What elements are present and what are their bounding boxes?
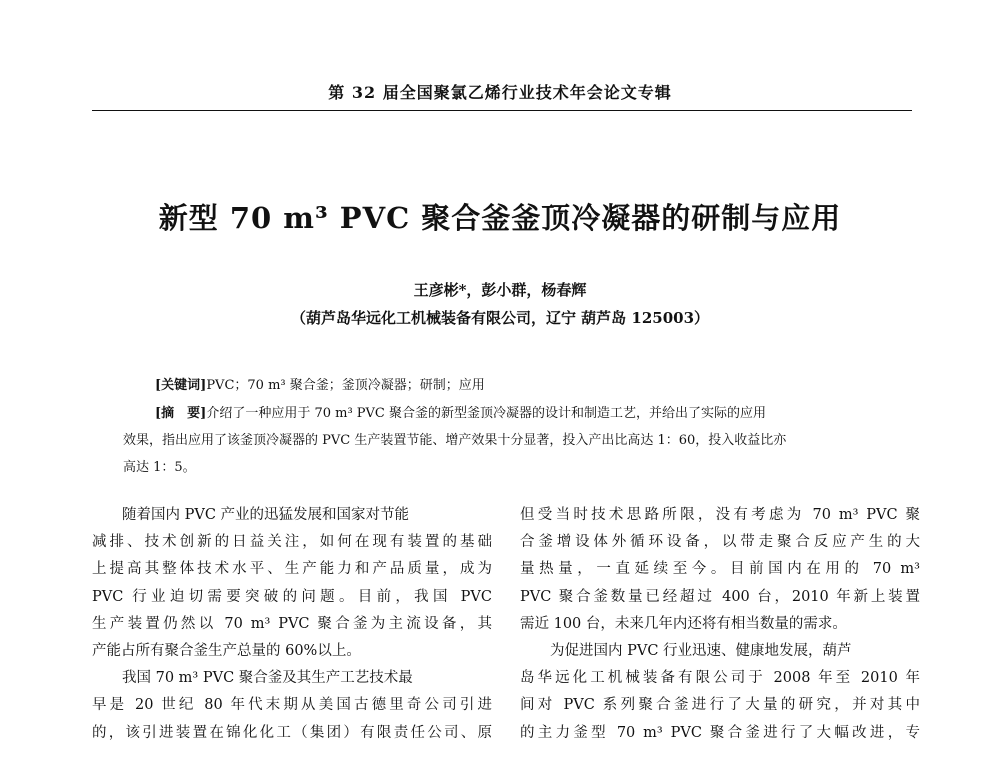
body-line: 为促进国内 PVC 行业迅速、健康地发展，葫芦: [550, 642, 852, 659]
body-line: 生产装置仍然以 70 m³ PVC 聚合釜为主流设备，其: [92, 615, 492, 632]
body-line: 但受当时技术思路所限，没有考虑为 70 m³ PVC 聚: [520, 507, 920, 523]
abstract-label: [摘 要]: [155, 406, 207, 421]
running-header: 第 32 届全国聚氯乙烯行业技术年会论文专辑: [328, 83, 672, 102]
header-rule: [92, 110, 912, 111]
abstract-line: 介绍了一种应用于 70 m³ PVC 聚合釜的新型釜顶冷凝器的设计和制造工艺，并给出了实际的应用: [206, 406, 767, 421]
body-right-column: [520, 502, 920, 747]
paper-title: 新型 70 m³ PVC 聚合釜釜顶冷凝器的研制与应用: [158, 201, 842, 235]
body-line: PVC 行业迫切需要突破的问题。目前，我国 PVC: [92, 588, 492, 605]
body-line: 我国 70 m³ PVC 聚合釜及其生产工艺技术最: [122, 670, 413, 687]
body-line: 的，该引进装置在锦化化工（集团）有限责任公司、原: [92, 724, 492, 741]
body-line: 随着国内 PVC 产业的迅猛发展和国家对节能: [122, 507, 410, 523]
body-line: 需近 100 台，未来几年内还将有相当数量的需求。: [520, 615, 847, 632]
abstract: [123, 400, 898, 481]
body-line: 减排、技术创新的日益关注，如何在现有装置的基础: [92, 534, 492, 551]
body-line: 的主力釜型 70 m³ PVC 聚合釜进行了大幅改进，专: [520, 724, 920, 741]
abstract-line: 效果，指出应用了该釜顶冷凝器的 PVC 生产装置节能、增产效果十分显著，投入产出比高达 1：60，投入收益比亦: [123, 433, 787, 448]
body-line: 量热量，一直延续至今。目前国内在用的 70 m³: [520, 561, 920, 578]
body-line: 岛华远化工机械装备有限公司于 2008 年至 2010 年: [520, 670, 920, 687]
affiliation: （葫芦岛华远化工机械装备有限公司，辽宁 葫芦岛 125003）: [290, 309, 710, 327]
body-line: 合釜增设体外循环设备，以带走聚合反应产生的大: [520, 534, 920, 551]
body-left-column: [92, 502, 492, 747]
body-line: 早是 20 世纪 80 年代末期从美国古德里奇公司引进: [92, 697, 492, 714]
authors: 王彦彬*，彭小群，杨春辉: [413, 281, 587, 299]
body-line: PVC 聚合釜数量已经超过 400 台，2010 年新上装置: [520, 588, 920, 605]
body-line: 上提高其整体技术水平、生产能力和产品质量，成为: [92, 561, 492, 578]
keywords-text: PVC；70 m³ 聚合釜；釜顶冷凝器；研制；应用: [206, 378, 485, 393]
keywords: [155, 374, 895, 393]
body-line: 产能占所有聚合釜生产总量的 60%以上。: [92, 642, 361, 659]
abstract-line: 高达 1：5。: [123, 460, 196, 475]
body-line: 间对 PVC 系列聚合釜进行了大量的研究，并对其中: [520, 697, 920, 714]
keywords-label: [关键词]: [155, 378, 207, 393]
